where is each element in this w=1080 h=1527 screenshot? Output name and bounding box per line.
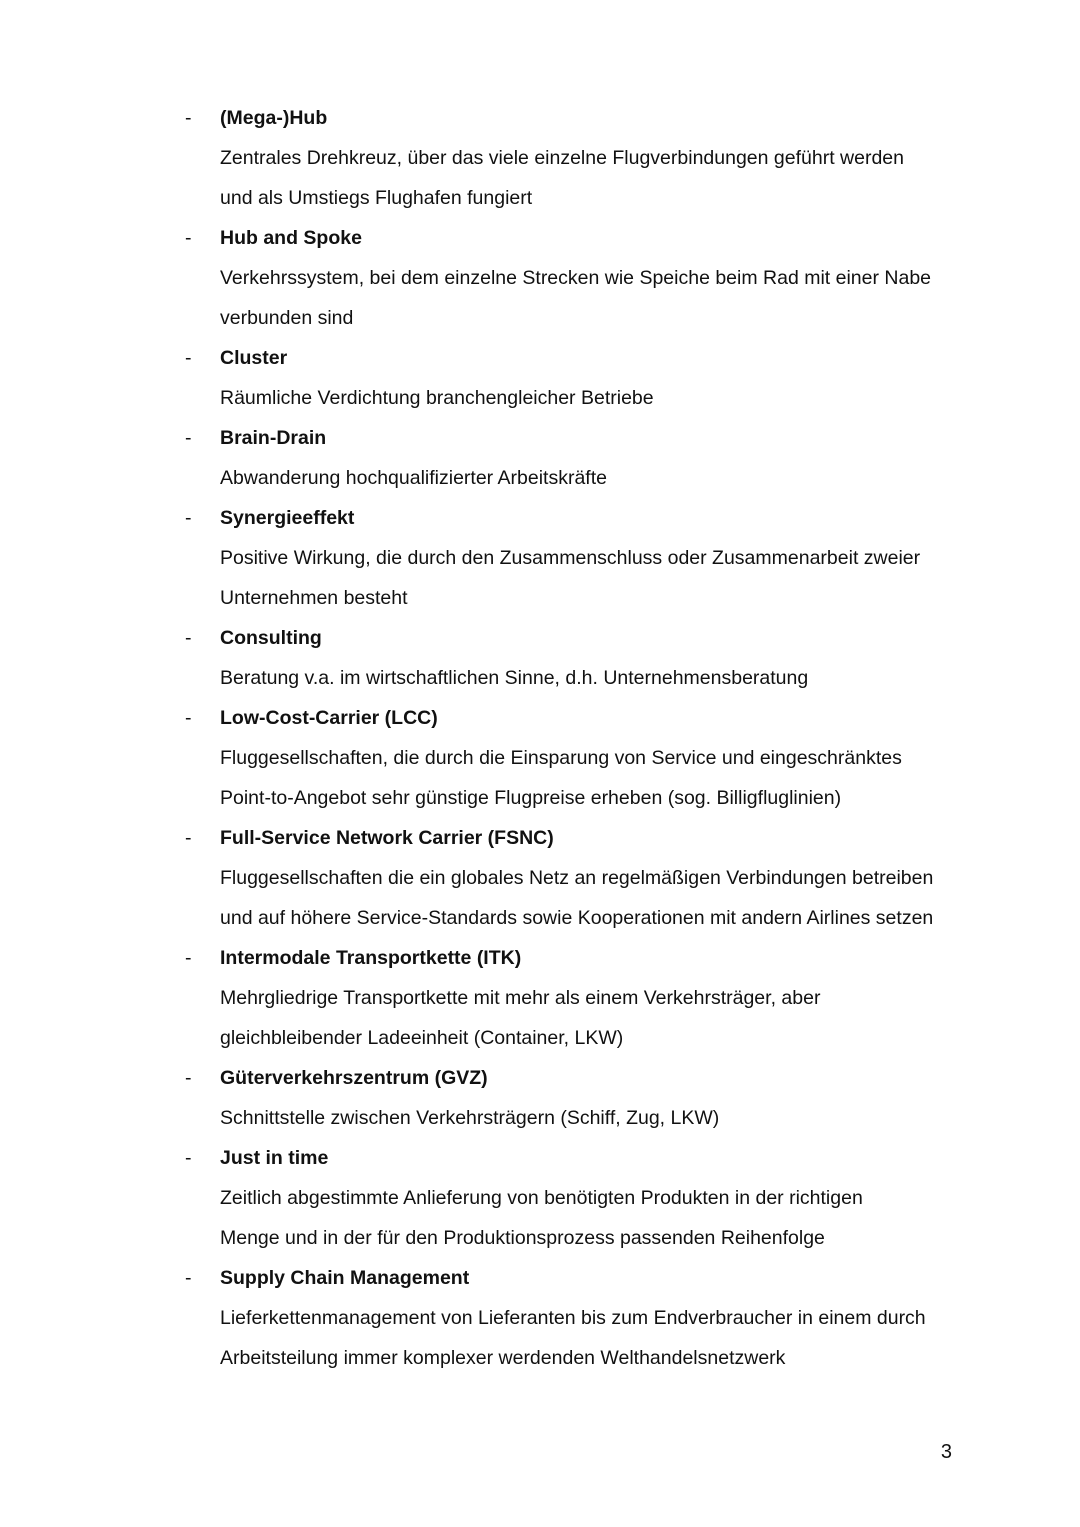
glossary-definition bbox=[220, 378, 960, 418]
glossary-definition bbox=[220, 1298, 960, 1378]
glossary-definition bbox=[220, 1178, 960, 1258]
definition-line: Räumliche Verdichtung branchengleicher Betriebe bbox=[220, 387, 654, 409]
definition-line: Fluggesellschaften, die durch die Einsparung von Service und eingeschränktes bbox=[220, 747, 902, 769]
definition-line: Beratung v.a. im wirtschaftlichen Sinne, d.h. Unternehmensberatung bbox=[220, 667, 809, 689]
list-bullet: - bbox=[185, 827, 192, 849]
glossary-term: Synergieeffekt bbox=[220, 507, 355, 529]
definition-line: Unternehmen besteht bbox=[220, 587, 408, 609]
list-bullet: - bbox=[185, 427, 192, 449]
glossary-term: Full-Service Network Carrier (FSNC) bbox=[220, 827, 554, 849]
glossary-definition bbox=[220, 738, 960, 818]
list-bullet: - bbox=[185, 627, 192, 649]
glossary-definition bbox=[220, 658, 960, 698]
definition-line: Schnittstelle zwischen Verkehrsträgern (Schiff, Zug, LKW) bbox=[220, 1107, 720, 1129]
glossary-term: Hub and Spoke bbox=[220, 227, 362, 249]
definition-line: Fluggesellschaften die ein globales Netz an regelmäßigen Verbindungen betreiben bbox=[220, 867, 934, 889]
list-bullet: - bbox=[185, 507, 192, 529]
definition-line: Zentrales Drehkreuz, über das viele einzelne Flugverbindungen geführt werden bbox=[220, 147, 904, 169]
definition-line: Lieferkettenmanagement von Lieferanten bis zum Endverbraucher in einem durch bbox=[220, 1307, 926, 1329]
list-bullet: - bbox=[185, 947, 192, 969]
glossary-term: Supply Chain Management bbox=[220, 1267, 470, 1289]
definition-line: verbunden sind bbox=[220, 307, 354, 329]
list-bullet: - bbox=[185, 347, 192, 369]
definition-line: und auf höhere Service-Standards sowie Kooperationen mit andern Airlines setzen bbox=[220, 907, 934, 929]
glossary-entry bbox=[0, 1138, 1080, 1258]
list-bullet: - bbox=[185, 1147, 192, 1169]
glossary-entry bbox=[0, 1058, 1080, 1138]
list-bullet: - bbox=[185, 1267, 192, 1289]
glossary-entry bbox=[0, 1258, 1080, 1378]
glossary-term: Brain-Drain bbox=[220, 427, 327, 449]
glossary-term: Just in time bbox=[220, 1147, 329, 1169]
glossary-term: Güterverkehrszentrum (GVZ) bbox=[220, 1067, 488, 1089]
glossary-entry bbox=[0, 938, 1080, 1058]
glossary-list bbox=[0, 98, 1080, 1378]
definition-line: Arbeitsteilung immer komplexer werdenden Welthandelsnetzwerk bbox=[220, 1347, 786, 1369]
glossary-definition bbox=[220, 138, 960, 218]
definition-line: Point-to-Angebot sehr günstige Flugpreise erheben (sog. Billigfluglinien) bbox=[220, 787, 842, 809]
glossary-definition bbox=[220, 458, 960, 498]
page-number: 3 bbox=[940, 1441, 952, 1463]
definition-line: und als Umstiegs Flughafen fungiert bbox=[220, 187, 533, 209]
definition-line: Zeitlich abgestimmte Anlieferung von benötigten Produkten in der richtigen bbox=[220, 1187, 863, 1209]
list-bullet: - bbox=[185, 227, 192, 249]
definition-line: Verkehrssystem, bei dem einzelne Strecken wie Speiche beim Rad mit einer Nabe bbox=[220, 267, 932, 289]
glossary-term: Intermodale Transportkette (ITK) bbox=[220, 947, 522, 969]
definition-line: Menge und in der für den Produktionsprozess passenden Reihenfolge bbox=[220, 1227, 825, 1249]
glossary-term: (Mega-)Hub bbox=[220, 107, 328, 129]
definition-line: Positive Wirkung, die durch den Zusammenschluss oder Zusammenarbeit zweier bbox=[220, 547, 921, 569]
definition-line: Abwanderung hochqualifizierter Arbeitskräfte bbox=[220, 467, 607, 489]
list-bullet: - bbox=[185, 107, 192, 129]
glossary-entry bbox=[0, 338, 1080, 418]
glossary-term: Cluster bbox=[220, 347, 288, 369]
glossary-definition bbox=[220, 858, 960, 938]
definition-line: Mehrgliedrige Transportkette mit mehr als einem Verkehrsträger, aber bbox=[220, 987, 821, 1009]
glossary-definition bbox=[220, 1098, 960, 1138]
glossary-term: Low-Cost-Carrier (LCC) bbox=[220, 707, 438, 729]
glossary-entry bbox=[0, 698, 1080, 818]
list-bullet: - bbox=[185, 707, 192, 729]
glossary-definition bbox=[220, 978, 960, 1058]
glossary-entry bbox=[0, 418, 1080, 498]
definition-line: gleichbleibender Ladeeinheit (Container, LKW) bbox=[220, 1027, 624, 1049]
glossary-entry bbox=[0, 498, 1080, 618]
glossary-definition bbox=[220, 258, 960, 338]
glossary-entry bbox=[0, 218, 1080, 338]
list-bullet: - bbox=[185, 1067, 192, 1089]
glossary-entry bbox=[0, 818, 1080, 938]
glossary-entry bbox=[0, 618, 1080, 698]
glossary-term: Consulting bbox=[220, 627, 322, 649]
glossary-entry bbox=[0, 98, 1080, 218]
glossary-definition bbox=[220, 538, 960, 618]
